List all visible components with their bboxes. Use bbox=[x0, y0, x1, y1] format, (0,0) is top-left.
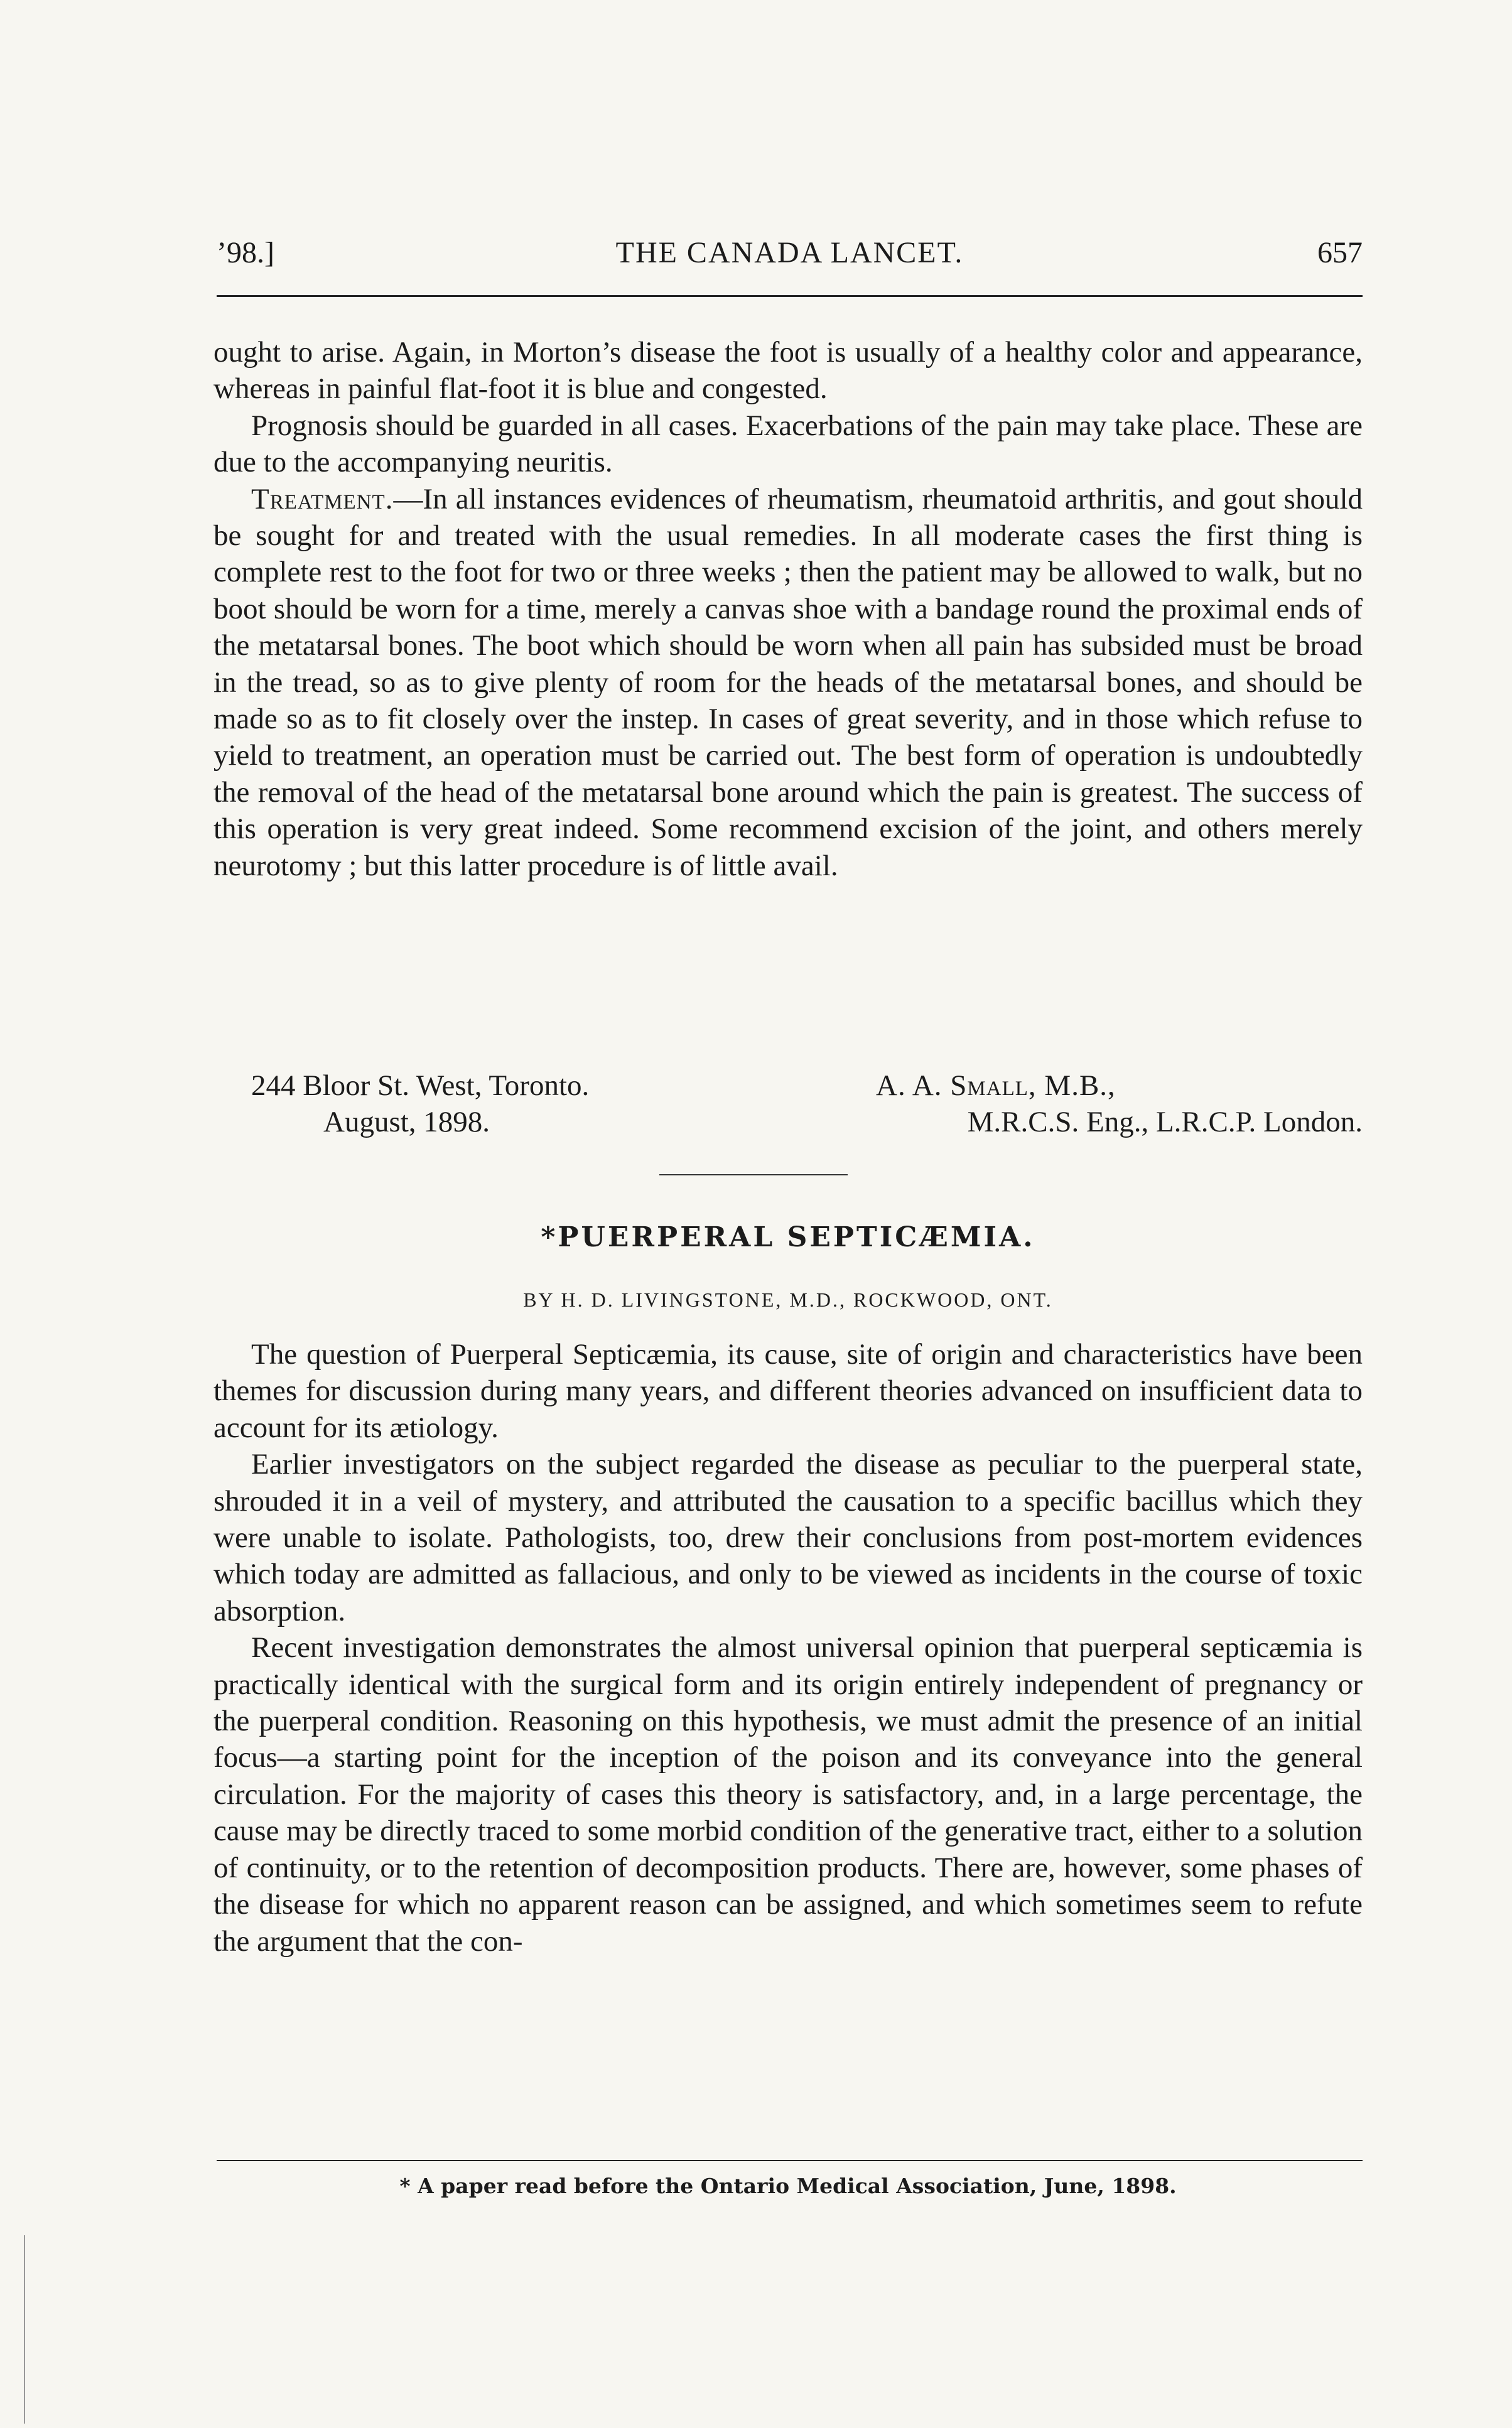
article-title: *PUERPERAL SEPTICÆMIA. bbox=[541, 1221, 1035, 1253]
paragraph-question: The question of Puerperal Septicæmia, its cause, site of origin and characteristics have been themes for discussion during many years, and different theories advanced on insufficient data to account for its ætiology. bbox=[213, 1338, 1363, 1444]
section-divider bbox=[659, 1174, 848, 1175]
header-journal-title: THE CANADA LANCET. bbox=[615, 236, 964, 269]
signature-date: August, 1898. bbox=[323, 1106, 490, 1138]
article-byline: BY H. D. LIVINGSTONE, M.D., ROCKWOOD, ONT. bbox=[523, 1288, 1053, 1311]
header-page-number: 657 bbox=[1317, 236, 1363, 269]
author-address: 244 Bloor St. West, Toronto. bbox=[251, 1069, 590, 1102]
article-body bbox=[213, 1336, 1363, 1960]
author-name: A. A. Small, M.B., bbox=[876, 1069, 1116, 1102]
scan-margin-line bbox=[24, 2235, 25, 2424]
footnote-rule bbox=[217, 2160, 1363, 2161]
previous-article-conclusion bbox=[213, 334, 1363, 884]
paragraph-prognosis: Prognosis should be guarded in all cases. Exacerbations of the pain may take place. These are due to the accompanying neuritis. bbox=[213, 409, 1363, 479]
treatment-text: —In all instances evidences of rheumatism, rheumatoid arthritis, and gout should be sought for and treated with the usual remedies. In all moderate cases the first thing is complete rest to the foot for two or three weeks ; then the patient may be allowed to walk, but no boot should be worn for a time, merely a canvas shoe with a bandage round the proximal ends of the metatarsal bones. The boot which should be worn when all pain has subsided must be broad in the tread, so as to give plenty of room for the heads of the metatarsal bones, and should be made so as to fit closely over the instep. In cases of great severity, and in those which refuse to yield to treatment, an operation must be carried out. The best form of operation is undoubtedly the removal of the head of the metatarsal bone around which the pain is greatest. The success of this operation is very great indeed. Some recommend excision of the joint, and others merely neurotomy ; but this latter procedure is of little avail. bbox=[213, 482, 1363, 882]
running-header bbox=[217, 235, 1363, 279]
header-rule bbox=[217, 295, 1363, 297]
footnote: * A paper read before the Ontario Medical Association, June, 1898. bbox=[399, 2174, 1177, 2198]
signature-block bbox=[213, 1067, 1363, 1143]
header-year: ’98.] bbox=[217, 236, 274, 269]
treatment-heading: Treatment. bbox=[251, 482, 394, 515]
author-credentials: M.R.C.S. Eng., L.R.C.P. London. bbox=[967, 1106, 1363, 1138]
paragraph-mortons-disease: ought to arise. Again, in Morton’s disease the foot is usually of a healthy color and appearance, whereas in painful flat-foot it is blue and congested. bbox=[213, 336, 1363, 406]
paragraph-earlier-investigators: Earlier investigators on the subject regarded the disease as peculiar to the puerperal state, shrouded it in a veil of mystery, and attributed the causation to a specific bacillus which they were unable to isolate. Pathologists, too, drew their conclusions from post-mortem evidences which today are admitted as fallacious, and only to be viewed as incidents in the course of toxic absorption. bbox=[213, 1448, 1363, 1627]
paragraph-recent-investigation: Recent investigation demonstrates the almost universal opinion that puerperal septicæmia is practically identical with the surgical form and its origin entirely independent of pregnancy or the puerperal condition. Reasoning on this hypothesis, we must admit the presence of an initial focus—a starting point for the inception of the poison and its conveyance into the general circulation. For the majority of cases this theory is satisfactory, and, in a large percentage, the cause may be directly traced to some morbid condition of the generative tract, either to a solution of continuity, or to the retention of decomposition products. There are, however, some phases of the disease for which no apparent reason can be assigned, and which sometimes seem to refute the argument that the con- bbox=[213, 1631, 1363, 1958]
paragraph-treatment bbox=[213, 481, 1363, 884]
